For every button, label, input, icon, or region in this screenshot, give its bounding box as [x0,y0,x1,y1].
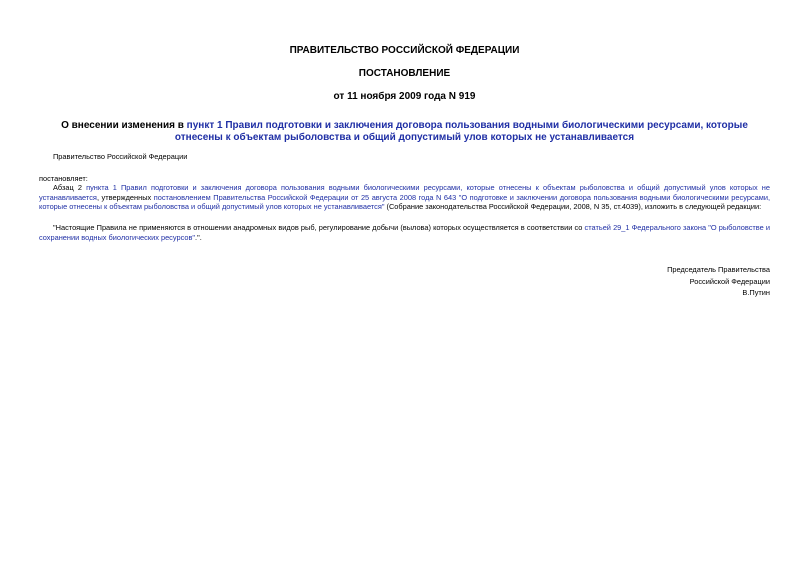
para2-text-1: Абзац 2 [53,183,87,192]
document-heading [39,120,770,144]
government-title: ПРАВИТЕЛЬСТВО РОССИЙСКОЙ ФЕДЕРАЦИИ [289,45,520,56]
signature-organization: Российской Федерации [689,276,770,286]
preamble: Правительство Российской Федерации [53,152,188,161]
link-article-29-1[interactable]: статьей 29_1 Федерального закона "О рыболовстве и сохранении водных биологических ресурсов" [39,223,770,242]
link-resolution-643[interactable]: постановлением Правительства Российской Федерации от 25 августа 2008 года N 643 "О подготовке и заключении договора пользования водными биологическими ресурсами, которые отнесены к объектам рыболовства и общий допустимый улов которых не устанавливается" [39,192,770,211]
para3-text-2: .". [195,232,202,242]
amendment-paragraph [39,183,770,212]
heading-link-rules-point-1[interactable]: пункт 1 Правил подготовки и заключения договора пользования водными биологическими ресурсами, которые отнесены к объектам рыболовства и общий допустимый улов которых не устанавливается [174,120,748,143]
document-date-number: от 11 ноября 2009 года N 919 [333,91,476,102]
para2-text-3: (Собрание законодательства Российской Федерации, 2008, N 35, ст.4039), изложить в следующей редакции: [384,202,762,211]
para2-text-2: , утвержденных [96,192,154,202]
link-rules-point-1[interactable]: пункта 1 Правил подготовки и заключения договора пользования водными биологическими ресурсами, которые отнесены к объектам рыболовства и общий допустимый улов которых не устанавливается [39,183,770,202]
heading-prefix: О внесении изменения в [61,120,187,131]
new-wording-paragraph [39,223,770,242]
signature-name: В.Путин [742,288,770,297]
para3-text-1: "Настоящие Правила не применяются в отношении анадромных видов рыб, регулирование добычи (вылова) которых осуществляется в соответствии со [53,223,585,232]
resolves-label: постановляет: [39,174,88,183]
signature-position: Председатель Правительства [667,265,770,274]
document-type: ПОСТАНОВЛЕНИЕ [358,68,451,79]
